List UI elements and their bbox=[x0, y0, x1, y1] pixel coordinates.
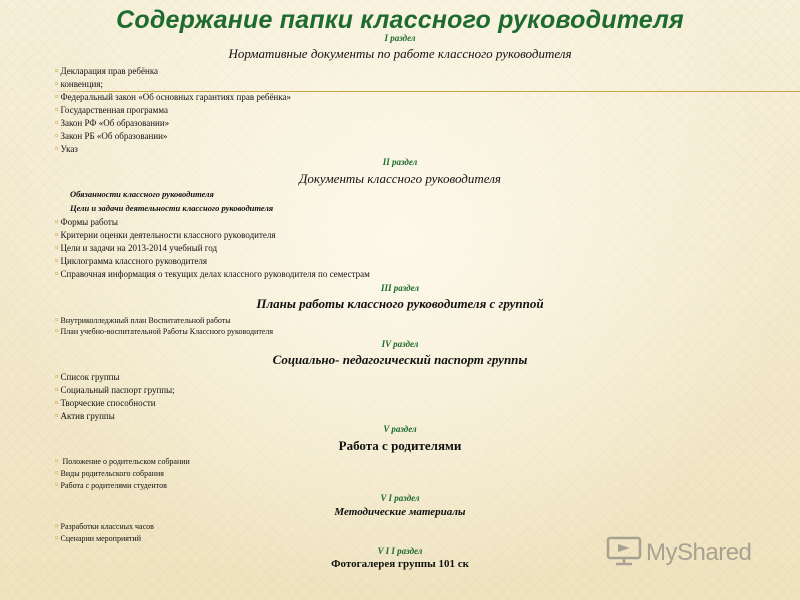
bullet-icon: ¤ bbox=[55, 218, 59, 226]
list-item: ¤ Декларация прав ребёнка bbox=[55, 66, 159, 76]
bullet-icon: ¤ bbox=[55, 257, 59, 265]
section-5-label: V раздел bbox=[383, 424, 417, 434]
section-7-heading: Фотогалерея группы 101 ск bbox=[331, 558, 469, 570]
bullet-icon: ¤ bbox=[55, 145, 59, 153]
list-item: ¤ Положение о родительском собрании bbox=[55, 457, 190, 466]
list-item: ¤ Разработки классных часов bbox=[55, 522, 154, 531]
bullet-icon: ¤ bbox=[55, 270, 59, 278]
list-item: ¤ Справочная информация о текущих делах классного руководителя по семестрам bbox=[55, 269, 370, 279]
list-item: ¤ конвенция; bbox=[55, 79, 104, 89]
section-2-subheading: Обязанности классного руководителя bbox=[70, 189, 214, 199]
section-2-subheading: Цели и задачи деятельности классного руководителя bbox=[70, 203, 274, 213]
bullet-icon: ¤ bbox=[55, 457, 59, 465]
bullet-icon: ¤ bbox=[55, 231, 59, 239]
list-item: ¤ Указ bbox=[55, 144, 78, 154]
section-1-label: I раздел bbox=[384, 33, 416, 43]
list-item: ¤ Творческие способности bbox=[55, 398, 156, 408]
list-item: ¤ Социальный паспорт группы; bbox=[55, 385, 175, 395]
bullet-icon: ¤ bbox=[55, 80, 59, 88]
bullet-icon: ¤ bbox=[55, 412, 59, 420]
bullet-icon: ¤ bbox=[55, 481, 59, 489]
section-6-label: V I раздел bbox=[380, 493, 420, 503]
section-3-heading: Планы работы классного руководителя с группой bbox=[256, 296, 544, 311]
bullet-icon: ¤ bbox=[55, 386, 59, 394]
watermark-logo bbox=[606, 536, 751, 570]
list-item: ¤ Формы работы bbox=[55, 217, 118, 227]
section-1-heading: Нормативные документы по работе классного руководителя bbox=[228, 46, 572, 61]
list-item: ¤ Цели и задачи на 2013-2014 учебный год bbox=[55, 243, 218, 253]
section-6-heading: Методические материалы bbox=[334, 506, 466, 518]
list-item: ¤ Критерии оценки деятельности классного руководителя bbox=[55, 230, 276, 240]
bullet-icon: ¤ bbox=[55, 132, 59, 140]
section-2-label: II раздел bbox=[382, 157, 418, 167]
bullet-icon: ¤ bbox=[55, 93, 59, 101]
bullet-icon: ¤ bbox=[55, 327, 59, 335]
list-item: ¤ Работа с родителями студентов bbox=[55, 481, 167, 490]
presentation-screen-icon bbox=[606, 536, 642, 571]
list-item: ¤ Список группы bbox=[55, 372, 120, 382]
list-item: ¤ Внутриколледжный план Воспитательной работы bbox=[55, 316, 231, 325]
watermark-text: MyShared bbox=[646, 539, 752, 566]
list-item: ¤ Федеральный закон «Об основных гарантиях прав ребёнка» bbox=[55, 92, 291, 102]
bullet-icon: ¤ bbox=[55, 469, 59, 477]
section-4-label: IV раздел bbox=[381, 339, 419, 349]
bullet-icon: ¤ bbox=[55, 534, 59, 542]
bullet-icon: ¤ bbox=[55, 67, 59, 75]
bullet-icon: ¤ bbox=[55, 316, 59, 324]
list-item: ¤ Виды родительского собрания bbox=[55, 469, 164, 478]
list-item: ¤ Актив группы bbox=[55, 411, 115, 421]
section-2-heading: Документы классного руководителя bbox=[299, 171, 501, 186]
bullet-icon: ¤ bbox=[55, 399, 59, 407]
list-item: ¤ Государственная программа bbox=[55, 105, 168, 115]
section-7-label: V I I раздел bbox=[377, 546, 423, 556]
section-3-label: III раздел bbox=[380, 283, 419, 293]
bullet-icon: ¤ bbox=[55, 522, 59, 530]
section-5-heading: Работа с родителями bbox=[338, 438, 462, 453]
list-item: ¤ План учебно-воспитательной Работы Классного руководителя bbox=[55, 327, 274, 336]
list-item: ¤ Сценарии мероприятий bbox=[55, 534, 141, 543]
section-4-heading: Социально- педагогический паспорт группы bbox=[272, 352, 528, 367]
page-title: Содержание папки классного руководителя bbox=[116, 6, 684, 34]
bullet-icon: ¤ bbox=[55, 373, 59, 381]
list-item: ¤ Циклограмма классного руководителя bbox=[55, 256, 208, 266]
list-item: ¤ Закон РФ «Об образовании» bbox=[55, 118, 170, 128]
bullet-icon: ¤ bbox=[55, 244, 59, 252]
bullet-icon: ¤ bbox=[55, 106, 59, 114]
list-item: ¤ Закон РБ «Об образовании» bbox=[55, 131, 168, 141]
bullet-icon: ¤ bbox=[55, 119, 59, 127]
